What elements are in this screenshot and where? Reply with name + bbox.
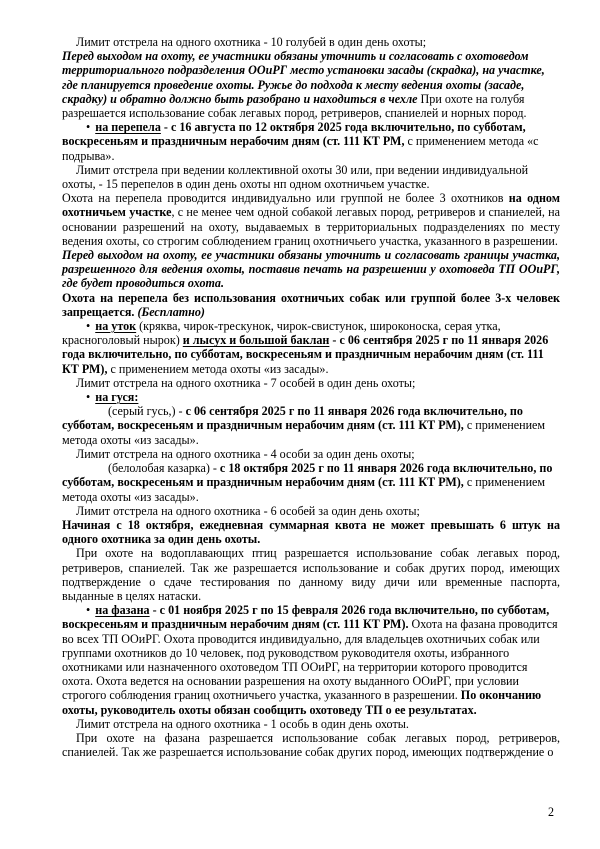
- text-run: Перед выходом на охоту, ее участники обязаны уточнить и согласовать границы участка, разрешенного для ведения охоты, поставив печать на разрешении у охотоведа ТП ООиРГ, где будет проводиться охота.: [62, 248, 560, 291]
- text-run: Охота на перепела без использования охотничьих собак или группой более 3-х человек запрещается.: [62, 290, 560, 319]
- para-greylag-goose-season: [62, 404, 560, 447]
- para-whitefront-goose-season: [62, 461, 560, 504]
- text-run: с применением метода охоты «из засады».: [107, 361, 329, 376]
- text-run: - с 16 августа по 12 октября 2025 года включительно, по субботам, воскресеньям и праздничным нерабочим дням (ст. 111 КТ РМ,: [62, 120, 526, 149]
- bullet-icon: •: [86, 603, 91, 618]
- bullet-goose-header: [62, 390, 560, 404]
- text-run: Перед выходом на охоту, ее участники обязаны уточнить и согласовать с охотоведом территориального подразделения ООиРГ место установки засады (скрадка), на участке, где планируется проведение охоты. Ружье до подхода к месту ведения охоты (засаде, скрадку) и обратно должно быть разобрано и находиться в чехле: [62, 49, 545, 106]
- text-run: При охоте на водоплавающих птиц разрешается использование собак легавых пород, ретриверов, спаниелей. Так же разрешается использование и собак других пород, имеющих подтверждение о сдаче тестирования по данному виду дичи или временные паспорта, выданные в целях натаски.: [62, 546, 560, 603]
- para-quail-limit: [62, 163, 560, 191]
- text-run: (серый гусь,) -: [108, 404, 186, 419]
- text-run: Лимит отстрела на одного охотника - 1 особь в один день охоты.: [76, 716, 409, 731]
- text-run: - с 06 сентября 2025 г по 11 января 2026 года включительно, по субботам, воскресеньям и праздничным нерабочим дням (ст. 111 КТ РМ),: [62, 333, 549, 376]
- text-run: При охоте на фазана разрешается использование собак легавых пород, ретриверов, спаниелей. Так же разрешается использование собак других пород, имеющих подтверждение о: [62, 730, 560, 760]
- text-run: с 06 сентября 2025 г по 11 января 2026 года включительно, по субботам, воскресеньям и праздничным нерабочим дням (ст. 111 КТ РМ),: [62, 404, 523, 433]
- para-quail-prohibition: [62, 291, 560, 319]
- bullet-icon: •: [86, 390, 91, 405]
- text-run: Лимит отстрела на одного охотника - 4 особи за один день охоты;: [76, 446, 415, 461]
- para-waterfowl-dogs: [62, 546, 560, 603]
- text-run: Лимит отстрела на одного охотника - 6 особей за один день охоты;: [76, 503, 420, 518]
- text-run: По окончанию охоты, руководитель охоты обязан сообщить охотоведу ТП о ее результатах.: [62, 688, 542, 717]
- bullet-quail-season: [62, 120, 560, 163]
- text-run: на уток: [95, 319, 137, 334]
- text-run: с применением метода охоты «из засады».: [62, 418, 546, 447]
- text-run: (белолобая казарка) -: [108, 461, 220, 476]
- text-run: Охота на фазана проводится во всех ТП ООиРГ. Охота проводится индивидуально, для владельцев охотничьих собак или группами охотников до 10 человек, под руководством руководителя охоты, избранного охотниками или назначенного охотоведом ТП ООиРГ, на территории которого проводится охота. Охота ведется на основании разрешения на охоту выданного ООиРГ, при условии строгого соблюдения границ охотничьего участка, указанного в разрешении.: [62, 617, 558, 703]
- text-run: и лысух и большой баклан: [182, 333, 330, 348]
- text-run: (кряква, чирок-трескунок, чирок-свистунок, широконоска, серая утка, красноголовый нырок): [62, 319, 501, 348]
- text-run: Лимит отстрела при ведении коллективной охоты 30 или, при ведении индивидуальной охоты, - 15 перепелов в один день охоты нп одном охотничьем участке.: [62, 162, 529, 192]
- text-run: Охота на перепела проводится индивидуально или группой не более 3 охотников: [62, 191, 509, 206]
- text-run: , с не менее чем одной собакой легавых пород, ретриверов и спаниелей, на основании разрешений на охоту, выдаваемых в территориальных подразделениях по месту ведения охоты, со строгим соблюдением границ охотничьего участка, указанного в разрешении.: [62, 205, 560, 248]
- text-run: Лимит отстрела на одного охотника - 10 голубей в один день охоты;: [76, 35, 427, 49]
- para-duck-limit: [62, 376, 560, 390]
- text-run: на перепела: [95, 120, 161, 135]
- text-run: (Бесплатно): [137, 304, 205, 319]
- text-run: - с 01 ноября 2025 г по 15 февраля 2026 года включительно, по субботам, воскресеньям и праздничным нерабочим дням (ст. 111 КТ РМ).: [62, 603, 550, 632]
- para-pheasant-limit: [62, 717, 560, 731]
- para-quail-prehunt-boundaries: [62, 248, 560, 291]
- text-run: с 18 октября 2025 г по 11 января 2026 года включительно, по субботам, воскресеньям и праздничным нерабочим дням (ст. 111 КТ РМ),: [62, 461, 553, 490]
- text-run: на фазана: [95, 603, 150, 618]
- para-goose-limit-6: [62, 504, 560, 518]
- text-run: Лимит отстрела на одного охотника - 7 особей в один день охоты;: [76, 375, 416, 390]
- text-run: с применением метода охоты «из засады».: [62, 475, 546, 504]
- para-quail-procedure: [62, 191, 560, 248]
- bullet-ducks-season: [62, 319, 560, 376]
- document-body: [62, 35, 560, 759]
- bullet-pheasant-season: [62, 603, 560, 717]
- text-run: При охоте на голубя разрешается использование собак легавых пород, ретриверов, спаниелей и норных пород.: [62, 91, 527, 121]
- text-run: на одном охотничьем участке: [62, 191, 560, 220]
- para-daily-quota: [62, 518, 560, 546]
- para-pigeon-prehunt-rules: [62, 49, 560, 120]
- bullet-icon: •: [86, 319, 91, 334]
- para-pheasant-dogs: [62, 731, 560, 759]
- text-run: Начиная с 18 октября, ежедневная суммарная квота не может превышать 6 штук на одного охотника за один день охоты.: [62, 517, 560, 547]
- para-goose-limit-4: [62, 447, 560, 461]
- text-run: с применением метода «с подрыва».: [62, 134, 539, 163]
- text-run: на гуся:: [95, 390, 139, 405]
- page-number: 2: [548, 805, 555, 819]
- bullet-icon: •: [86, 120, 91, 135]
- para-pigeon-limit: [62, 35, 560, 49]
